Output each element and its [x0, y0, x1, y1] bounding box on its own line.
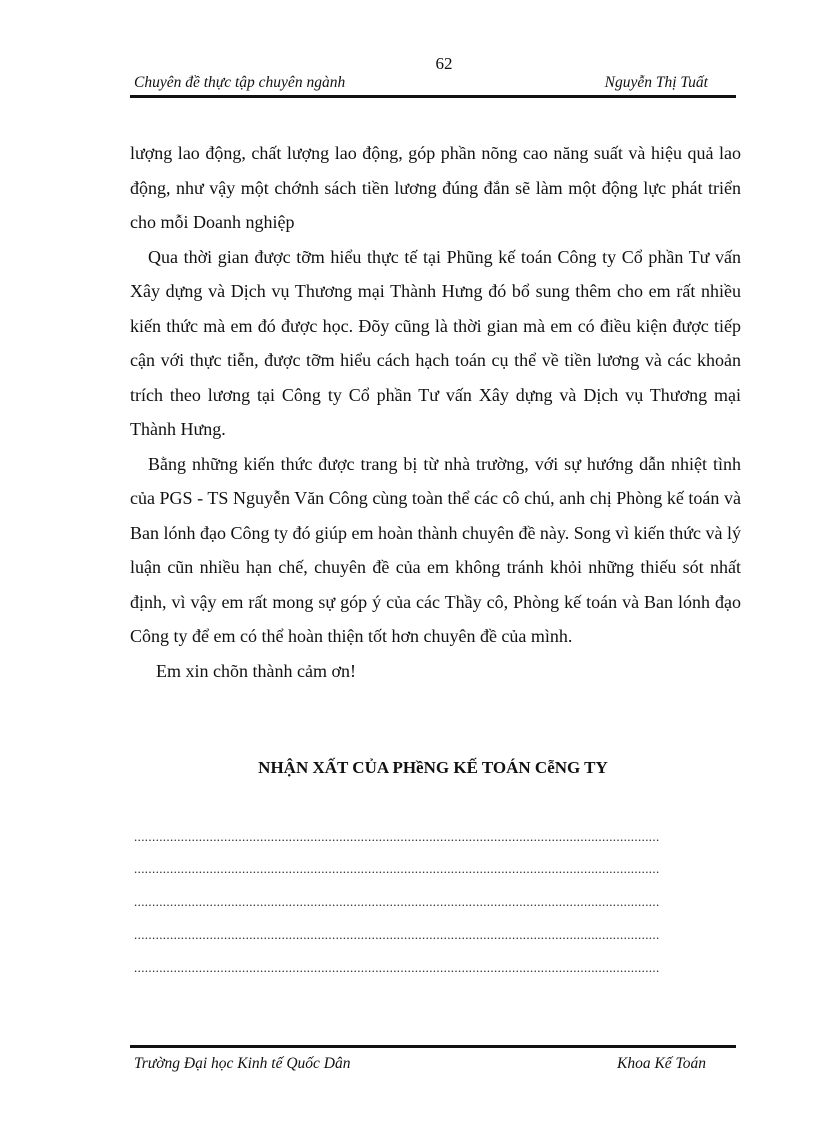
- comment-line: ..................................................................................................................................................: [134, 830, 660, 844]
- footer-university: Trường Đại học Kinh tế Quốc Dân: [134, 1055, 351, 1072]
- page-number: 62: [435, 54, 453, 73]
- comment-section-title: NHẬN XẤT CỦA PHềNG KẾ TOÁN CễNG TY: [258, 758, 608, 777]
- comment-line: ..................................................................................................................................................: [134, 862, 660, 876]
- comment-line: ..................................................................................................................................................: [134, 928, 660, 942]
- comment-line: ..................................................................................................................................................: [134, 895, 660, 909]
- paragraph-thanks: Em xin chõn thành cảm ơn!: [156, 660, 356, 681]
- comment-line: ..................................................................................................................................................: [134, 961, 660, 975]
- paragraph-3: Bằng những kiến thức được trang bị từ nhà trường, với sự hướng dẫn nhiệt tình của PGS - TS Nguyễn Văn Công cùng toàn thể các cô chú, anh chị Phòng kế toán và Ban lónh đạo Công ty đó giúp em hoàn thành chuyên đề này. Song vì kiến thức và lý luận cũn nhiều hạn chế, chuyên đề của em không tránh khỏi những thiếu sót nhất định, vì vậy em rất mong sự góp ý của các Thầy cô, Phòng kế toán và Ban lónh đạo Công ty để em có thể hoàn thiện tốt hơn chuyên đề của mình.: [130, 453, 741, 646]
- header-author: Nguyễn Thị Tuất: [604, 74, 708, 91]
- body-text: [130, 136, 741, 688]
- footer-faculty: Khoa Kế Toán: [616, 1055, 706, 1072]
- paragraph-2: Qua thời gian được tỡm hiểu thực tế tại Phũng kế toán Công ty Cổ phần Tư vấn Xây dựng và Dịch vụ Thương mại Thành Hưng đó bổ sung thêm cho em rất nhiều kiến thức mà em đó được học. Đõy cũng là thời gian mà em có điều kiện được tiếp cận với thực tiễn, được tỡm hiểu cách hạch toán cụ thể về tiền lương và các khoản trích theo lương tại Công ty Cổ phần Tư vấn Xây dựng và Dịch vụ Thương mại Thành Hưng.: [130, 246, 741, 439]
- header-document-title: Chuyên đề thực tập chuyên ngành: [134, 74, 346, 91]
- paragraph-1: lượng lao động, chất lượng lao động, góp phần nõng cao năng suất và hiệu quả lao động, như vậy một chớnh sách tiền lương đúng đắn sẽ làm một động lực phát triển cho mỗi Doanh nghiệp: [130, 143, 741, 232]
- footer-rule: [130, 1045, 736, 1048]
- header-rule: [130, 95, 736, 98]
